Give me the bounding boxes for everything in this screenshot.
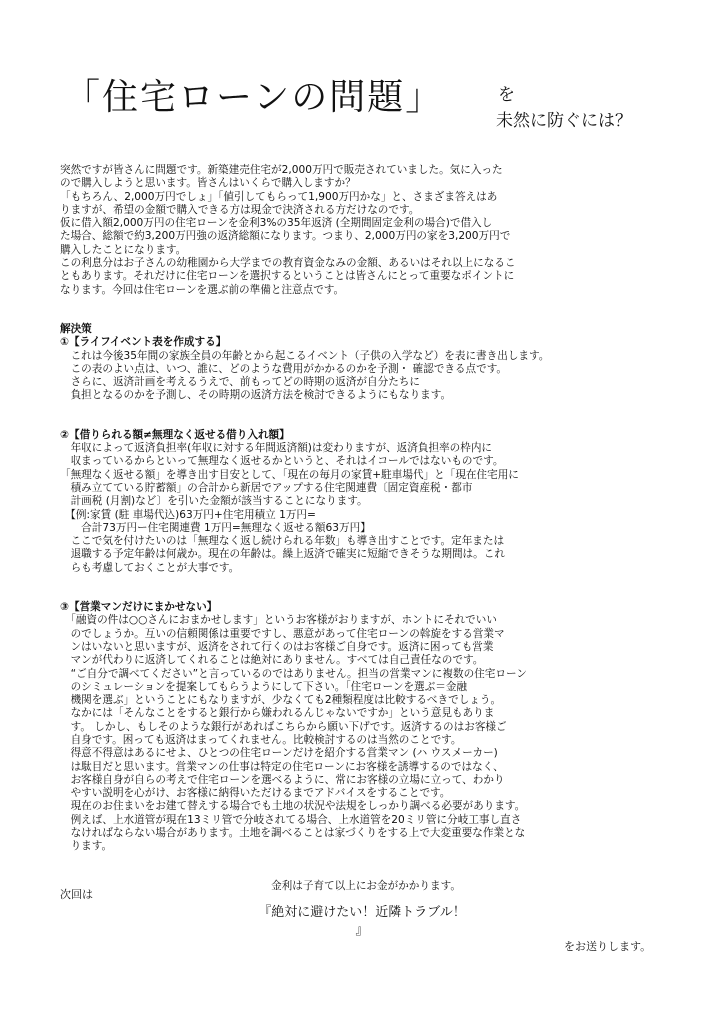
next-issue-title-line2: 』 [355, 923, 369, 938]
section-line: この表のよい点は、いつ、誰に、どのような費用がかかるのかを予測・ 確認できる点です。 [60, 362, 508, 375]
section-heading: ②【借りられる額≠無理なく返せる借り入れ額】 [60, 428, 290, 441]
next-issue-title-line1: 『絶対に避けたい！近隣トラブル！ [258, 905, 466, 920]
section-heading: ③【営業マンだけにまかせない】 [60, 601, 218, 614]
section-line: 積み立てている貯蓄額」の合計から新居でアップする住宅関連費〔固定資産税・都市 [60, 481, 473, 494]
title-suffix-line2: 未然に防ぐには？ [496, 111, 632, 131]
section-heading: ①【ライフイベント表を作成する】 [60, 336, 227, 349]
section-borrow-amount [60, 429, 672, 575]
intro-line: 仮に借入額2,000万円の住宅ローンを金利3%の35年返済 (全期間固定金利の場合)で借入し [60, 217, 493, 230]
section-line: 自身です。困っても返済はまってくれません。比較検討するのは当然のことです。 [60, 733, 462, 746]
section-line: マンが代わりに返済してくれることは絶対にありません。すべては自己責任なのです。 [60, 654, 484, 667]
section-line: なかには「そんなことをすると銀行から嫌われるんじゃないですか」という意見もありま [60, 707, 495, 720]
section-line: 計画税 (月割)など〕を引いた金額が該当することになります。 [60, 495, 368, 508]
intro-line: この利息分はお子さんの幼稚園から大学までの教育資金なみの金額、あるいはそれ以上になるこ [60, 257, 516, 270]
section-line: 年収によって返済負担率(年収に対する年間返済額)は変わりますが、返済負担率の枠内に [60, 442, 493, 455]
section-line: やすい説明を心がけ、お客様に納得いただけるまでアドバイスをすることです。 [60, 787, 451, 800]
section-line: 機関を選ぶ」ということにもなりますが、少なくても2種類程度は比較するべきでしょう。 [60, 694, 502, 707]
section-line: これは今後35年間の家族全員の年齢とから起こるイベント（子供の入学など）を表に書き出します。 [60, 349, 550, 362]
section-line: 「無理なく返せる額」を導き出す目安として、「現在の毎月の家賃+駐車場代」と「現在住宅用に [60, 468, 519, 481]
section-line: ここで気を付けたいのは「無理なく返し続けられる年数」も導き出すことです。定年または [60, 535, 505, 548]
intro-line: りますが、希望の金額で購入できる方は現金で決済される方だけなのです。 [60, 203, 420, 216]
intro-line: ので購入しようと思います。皆さんはいくらで購入しますか？ [60, 177, 356, 190]
intro-line: た場合、総額で約3,200万円強の返済総額になります。つまり、2,000万円の家を3,200万円で [60, 230, 511, 243]
section-line: “ご自分で調べてください”と言っているのではありません。担当の営業マンに複数の住宅ローン [60, 667, 527, 680]
intro-line: なります。今回は住宅ローンを選ぶ前の準備と注意点です。 [60, 283, 345, 296]
next-issue-tail: をお送りします。 [564, 940, 652, 953]
section-life-event [60, 336, 672, 402]
closing-remark: 金利は子育て以上にお金がかかります。 [271, 879, 461, 892]
next-issue-label: 次回は [60, 888, 93, 901]
title-suffix [496, 82, 632, 134]
section-line: は駄目だと思います。営業マンの仕事は特定の住宅ローンにお客様を誘導するのではなく、 [60, 760, 504, 773]
intro-line: 購入したことになります。 [60, 243, 187, 256]
section-line: ります。 [60, 840, 113, 853]
section-line: 退職する予定年齢は何歳か。現在の年齢は。繰上返済で確実に短縮できそうな期間は。これ [60, 548, 505, 561]
section-line: のシミュレーションを提案してもらうようにして下さい。「住宅ローンを選ぶ＝金融 [60, 680, 468, 693]
next-issue-title [0, 904, 724, 940]
section-line: す。 しかし、もしそのような銀行があればこちらから願い下げです。返済するのはお客様ご [60, 720, 507, 733]
solutions-label: 解決策 [60, 322, 92, 335]
intro-paragraph [60, 164, 672, 297]
section-line: 得意不得意はあるにせよ、ひとつの住宅ローンだけを紹介する営業マン (ハ ウスメーカー) [60, 747, 498, 760]
section-line: らも考慮しておくことが大事です。 [60, 561, 240, 574]
section-line: 収まっているからといって無理なく返せるかというと、それはイコールではないものです。 [60, 455, 504, 468]
section-line: 例えば、上水道管が現在13ミリ管で分岐されてる場合、上水道管を20ミリ管に分岐工事し直さ [60, 813, 522, 826]
section-line: なければならない場合があります。土地を調べることは家づくりをする上で大変重要な作業とな [60, 827, 526, 840]
section-line: お客様自身が自らの考えで住宅ローンを選べるように、常にお客様の立場に立って、わかり [60, 773, 505, 786]
section-line: のでしょうか。互いの信頼関係は重要ですし、悪意があって住宅ローンの斡旋をする営業マ [60, 627, 505, 640]
title-suffix-line1: を [498, 85, 515, 105]
section-line: 合計73万円ー住宅関連費 1万円=無理なく返せる額63万円】 [60, 521, 371, 534]
intro-line: ともあります。それだけに住宅ローンを選択するということは皆さんにとって重要なポイントに [60, 270, 515, 283]
section-line: ンはいないと思いますが、返済をされて行くのはお客様ご自身です。返済に困っても営業 [60, 640, 494, 653]
section-line: 負担となるのかを予測し、その時期の返済方法を検討できるようにもなります。 [60, 389, 452, 402]
article-body [60, 164, 672, 893]
section-line: さらに、返済計画を考えるうえで、前もってどの時期の返済が自分たちに [60, 376, 420, 389]
section-line: 【例:家賃 (駐 車場代込)63万円+住宅用積立 1万円= [60, 508, 316, 521]
page-title: 「住宅ローンの問題」 [64, 77, 444, 118]
intro-line: 「もちろん、2,000万円でしょ」「値引してもらって1,900万円かな」と、さまざま答えはあ [60, 190, 498, 203]
section-sales-rep [60, 601, 672, 854]
section-line: 現在のお住まいをお建て替えする場合でも土地の状況や法規をしっかり調べる必要があります。 [60, 800, 526, 813]
intro-line: 突然ですが皆さんに問題です。新築建売住宅が2,000万円で販売されていました。気に入った [60, 164, 503, 176]
section-line: 「融資の件は○○さんにおまかせします」というお客様がおりますが、ホントにそれでいい [60, 614, 497, 627]
